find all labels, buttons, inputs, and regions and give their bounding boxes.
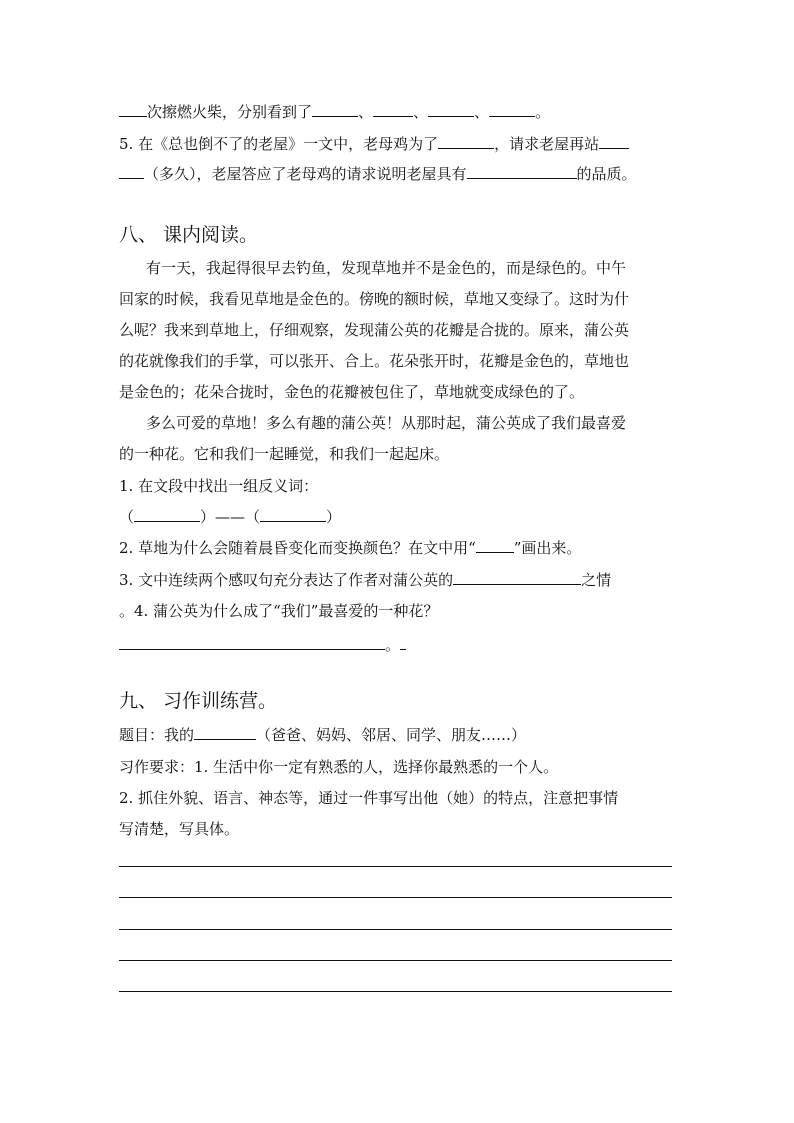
section-heading-writing: 九、 习作训练营。 [119, 690, 278, 712]
question-3: 3. 文中连续两个感叹句充分表达了作者对蒲公英的 之情 [119, 571, 612, 589]
answer-blank[interactable] [599, 133, 629, 149]
answer-blank[interactable] [400, 634, 406, 650]
passage-line: 回家的时候，我看见草地是金色的。傍晚的额时候，草地又变绿了。这时为什 [119, 290, 630, 308]
passage-line: 么呢？我来到草地上，仔细观察，发现蒲公英的花瓣是合拢的。原来，蒲公英 [119, 321, 630, 339]
answer-blank[interactable] [373, 101, 413, 117]
answer-blank[interactable] [438, 133, 494, 149]
passage-line: 的一种花。它和我们一起睡觉，和我们一起起床。 [119, 445, 450, 463]
answer-blank[interactable] [134, 506, 200, 522]
question-4-answer: 。 [119, 634, 406, 656]
answer-blank[interactable] [467, 163, 577, 179]
q4-fill-line: 次擦燃火柴，分别看到了 、 、 、 。 [119, 101, 550, 123]
answer-blank[interactable] [119, 101, 147, 117]
writing-line[interactable] [119, 991, 672, 992]
answer-blank[interactable] [453, 569, 581, 585]
essay-title-line: 题目：我的 （爸爸、妈妈、邻居、同学、朋友……） [119, 726, 527, 744]
answer-blank[interactable] [119, 163, 144, 179]
answer-blank[interactable] [260, 506, 326, 522]
question-1: 1. 在文段中找出一组反义词： [119, 477, 319, 495]
passage-line: 的花就像我们的手掌，可以张开、合上。花朵张开时，花瓣是金色的，草地也 [119, 352, 630, 370]
answer-blank[interactable] [194, 724, 256, 740]
essay-requirement: 2. 抓住外貌、语言、神态等，通过一件事写出他（她）的特点，注意把事情 [119, 789, 619, 807]
passage-line: 是金色的；花朵合拢时，金色的花瓣被包住了，草地就变成绿色的了。 [119, 383, 585, 401]
question-5: 5. 在《总也倒不了的老屋》一文中，老母鸡为了 ，请求老屋再站 [119, 133, 629, 155]
answer-blank[interactable] [312, 101, 358, 117]
section-heading-reading: 八、 课内阅读。 [119, 224, 259, 246]
passage-line: 有一天，我起得很早去钓鱼，发现草地并不是金色的，而是绿色的。中午 [146, 259, 627, 277]
answer-blank[interactable] [428, 101, 474, 117]
antonym-answer-line: （ ）——（ ） [119, 508, 342, 526]
passage-line: 多么可爱的草地！多么有趣的蒲公英！从那时起，蒲公英成了我们最喜爱 [146, 414, 627, 432]
answer-blank[interactable] [489, 101, 535, 117]
essay-requirement: 习作要求：1. 生活中你一定有熟悉的人，选择你最熟悉的一个人。 [119, 758, 559, 776]
answer-blank[interactable] [476, 537, 514, 553]
writing-line[interactable] [119, 929, 672, 930]
essay-requirement: 写清楚，写具体。 [119, 820, 240, 838]
question-2: 2. 草地为什么会随着晨昏变化而变换颜色？在文中用“ ”画出来。 [119, 539, 582, 557]
writing-line[interactable] [119, 866, 672, 867]
question-5-cont: （多久），老屋答应了老母鸡的请求说明老屋具有 的品质。 [119, 163, 637, 185]
writing-line[interactable] [119, 897, 672, 898]
question-4: 。4. 蒲公英为什么成了“我们”最喜爱的一种花？ [119, 602, 439, 620]
writing-line[interactable] [119, 960, 672, 961]
answer-blank[interactable] [119, 634, 385, 650]
